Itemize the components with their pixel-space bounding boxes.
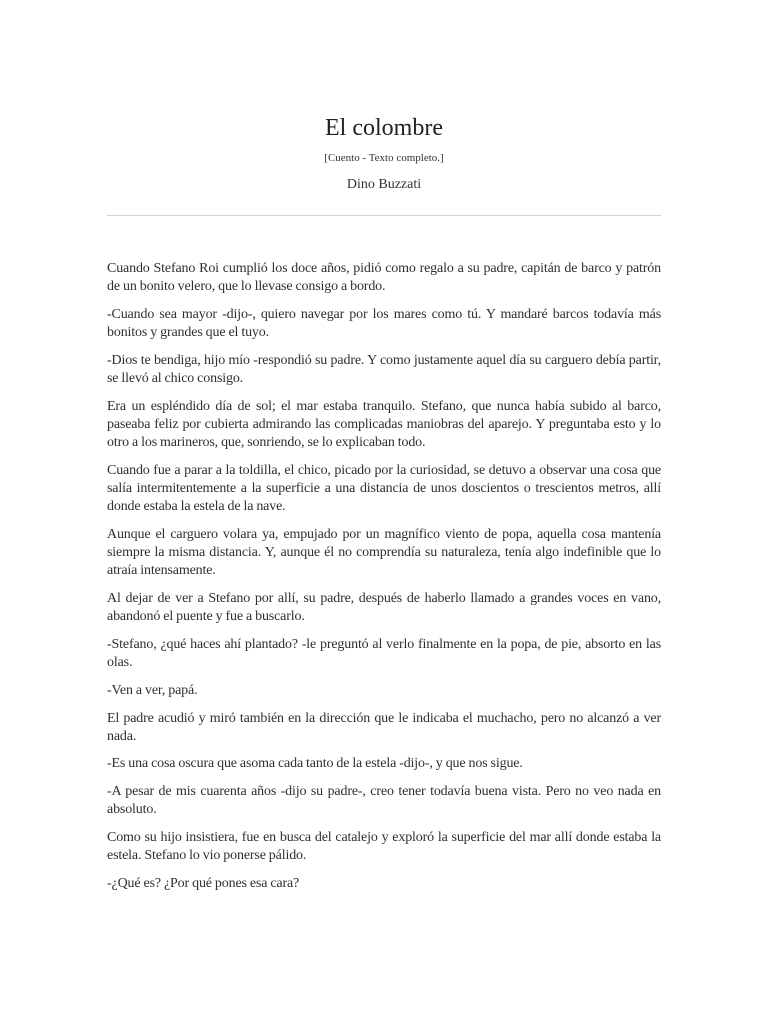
story-body <box>107 260 661 903</box>
paragraph: Cuando fue a parar a la toldilla, el chico, picado por la curiosidad, se detuvo a observar una cosa que salía intermitentemente a la superficie a una distancia de unos doscientos o trescientos metros, allí donde estaba la estela de la nave. <box>107 462 661 515</box>
paragraph: Cuando Stefano Roi cumplió los doce años, pidió como regalo a su padre, capitán de barco y patrón de un bonito velero, que lo llevase consigo a bordo. <box>107 261 661 295</box>
paragraph: -¿Qué es? ¿Por qué pones esa cara? <box>107 875 300 891</box>
paragraph: Era un espléndido día de sol; el mar estaba tranquilo. Stefano, que nunca había subido al barco, paseaba feliz por cubierta admirando las complicadas maniobras del aparejo. Y preguntaba esto y lo otro a los marineros, que, sonriendo, se lo explicaban todo. <box>107 398 661 451</box>
paragraph: Como su hijo insistiera, fue en busca del catalejo y exploró la superficie del mar allí donde estaba la estela. Stefano lo vio ponerse pálido. <box>107 830 661 864</box>
paragraph: -Cuando sea mayor -dijo-, quiero navegar por los mares como tú. Y mandaré barcos todavía más bonitos y grandes que el tuyo. <box>107 306 661 341</box>
paragraph: Al dejar de ver a Stefano por allí, su padre, después de haberlo llamado a grandes voces en vano, abandonó el puente y fue a buscarlo. <box>107 591 661 625</box>
page-subtitle: [Cuento - Texto completo.] <box>324 152 444 164</box>
page-title: El colombre <box>325 115 443 141</box>
header-divider <box>107 215 661 216</box>
paragraph: El padre acudió y miró también en la dirección que le indicaba el muchacho, pero no alcanzó a ver nada. <box>107 710 661 744</box>
paragraph: -Ven a ver, papá. <box>107 682 198 698</box>
paragraph: -Dios te bendiga, hijo mío -respondió su padre. Y como justamente aquel día su carguero debía partir, se llevó al chico consigo. <box>107 352 661 387</box>
author-name: Dino Buzzati <box>346 177 422 192</box>
paragraph: -A pesar de mis cuarenta años -dijo su padre-, creo tener todavía buena vista. Pero no veo nada en absoluto. <box>107 784 661 818</box>
paragraph: -Stefano, ¿qué haces ahí plantado? -le preguntó al verlo finalmente en la popa, de pie, absorto en las olas. <box>107 636 661 671</box>
paragraph: -Es una cosa oscura que asoma cada tanto de la estela -dijo-, y que nos sigue. <box>107 756 523 772</box>
paragraph: Aunque el carguero volara ya, empujado por un magnífico viento de popa, aquella cosa mantenía siempre la misma distancia. Y, aunque él no comprendía su naturaleza, tenía algo indefinible que lo atraía intensamente. <box>107 526 661 579</box>
